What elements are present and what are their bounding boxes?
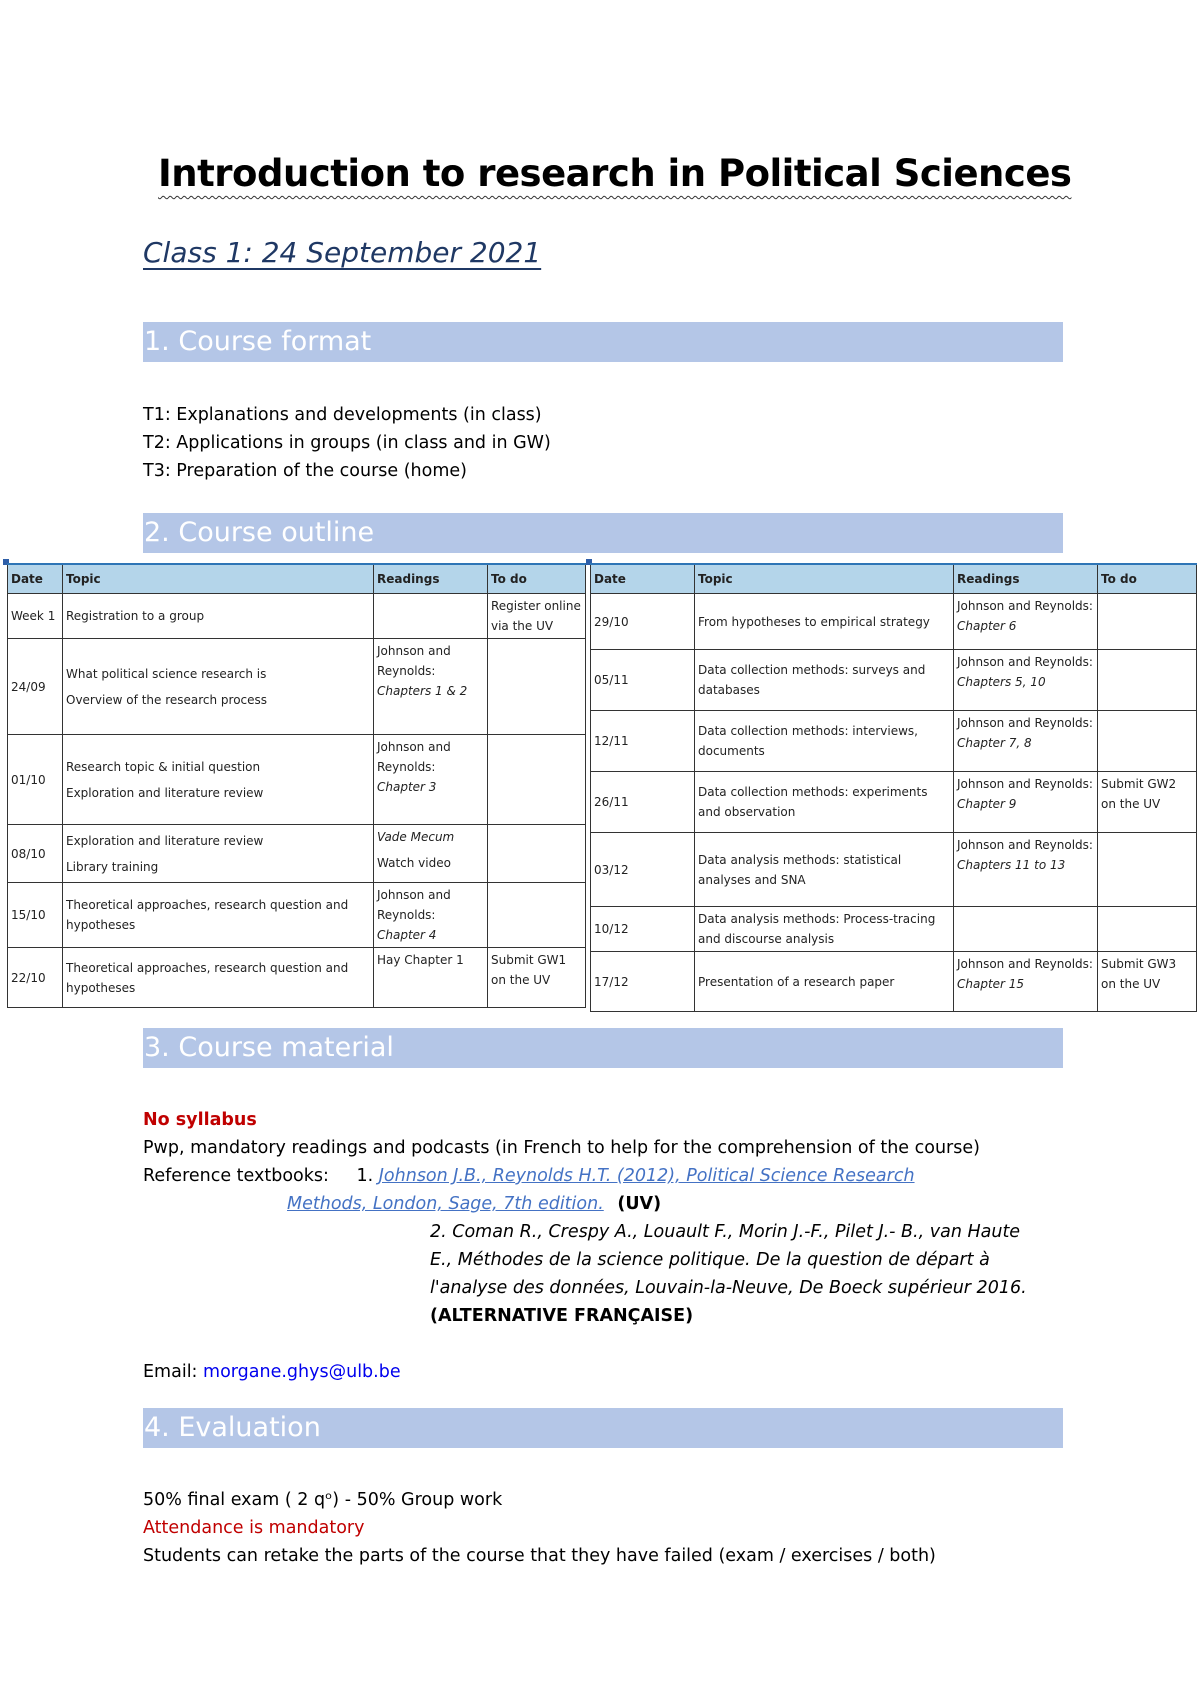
table-row — [591, 711, 1197, 772]
cell-readings — [374, 639, 488, 735]
cell-topic — [63, 825, 374, 883]
table-row — [8, 594, 586, 639]
section-heading-outline: 2. Course outline — [143, 513, 1063, 553]
cell-readings — [374, 883, 488, 948]
date-text: 24/09 — [11, 679, 46, 694]
table-row — [8, 883, 586, 948]
readings-text: Johnson and Reynolds: — [957, 777, 1093, 791]
cell-todo — [1098, 907, 1197, 952]
cell-todo — [1098, 650, 1197, 711]
email-link[interactable]: morgane.ghys@ulb.be — [203, 1362, 401, 1382]
readings-text: Johnson and Reynolds: — [377, 740, 451, 774]
cell-topic — [63, 735, 374, 825]
topic-text: Research topic & initial question — [66, 759, 261, 774]
cell-date — [591, 650, 695, 711]
cell-date — [8, 594, 63, 639]
cell-todo — [1098, 772, 1197, 833]
cell-readings — [954, 833, 1098, 907]
table-row — [591, 772, 1197, 833]
todo-text: Submit GW2 on the UV — [1101, 777, 1177, 811]
email-line — [143, 1358, 1027, 1386]
topic-text: Theoretical approaches, research question and hypotheses — [66, 960, 349, 995]
date-text: 15/10 — [11, 908, 46, 922]
section-heading-material: 3. Course material — [143, 1028, 1063, 1068]
date-text: 12/11 — [594, 734, 629, 748]
date-text: 01/10 — [11, 772, 46, 787]
readings-chapter: Chapters 5, 10 — [957, 675, 1046, 689]
format-line: T1: Explanations and developments (in class) — [143, 405, 542, 425]
reference-2-note: (ALTERNATIVE FRANÇAISE) — [430, 1306, 694, 1326]
table-row — [591, 952, 1197, 1012]
table-header-row — [8, 564, 586, 594]
reference-link[interactable]: Methods, London, Sage, 7th edition. — [287, 1194, 604, 1214]
readings-text: Hay Chapter 1 — [377, 953, 464, 967]
format-line: T2: Applications in groups (in class and in GW) — [143, 433, 551, 453]
cell-topic — [695, 907, 954, 952]
date-text: 10/12 — [594, 922, 629, 936]
class-date-subtitle: Class 1: 24 September 2021 — [143, 236, 542, 269]
reference-2-line: E., Méthodes de la science politique. De la question de départ à — [430, 1250, 990, 1270]
topic-text: Registration to a group — [66, 609, 205, 623]
reference-line-1 — [143, 1162, 1027, 1190]
cell-date — [591, 711, 695, 772]
topic-text: Data collection methods: surveys and databases — [698, 663, 926, 697]
readings-text: Johnson and Reynolds: — [957, 716, 1093, 730]
topic-text: Data collection methods: experiments and observation — [698, 785, 928, 819]
cell-todo — [488, 594, 586, 639]
topic-text: Data analysis methods: Process-tracing and discourse analysis — [698, 912, 936, 946]
topic-text: Theoretical approaches, research question and hypotheses — [66, 898, 349, 932]
format-list — [143, 401, 551, 485]
header-todo: To do — [1098, 564, 1197, 594]
cell-todo — [488, 639, 586, 735]
readings-chapter: Vade Mecum — [377, 830, 455, 844]
cell-date — [591, 772, 695, 833]
header-date: Date — [591, 564, 695, 594]
table-row — [591, 907, 1197, 952]
cell-readings — [954, 772, 1098, 833]
topic-text: Data analysis methods: statistical analyses and SNA — [698, 852, 902, 887]
readings-chapter: Chapter 3 — [377, 780, 437, 794]
table-row — [591, 833, 1197, 907]
cell-topic — [63, 594, 374, 639]
reference-2-line: l'analyse des données, Louvain-la-Neuve, De Boeck supérieur 2016. — [430, 1278, 1027, 1298]
table-header-row — [591, 564, 1197, 594]
header-todo: To do — [488, 564, 586, 594]
cell-topic — [695, 772, 954, 833]
date-text: 29/10 — [594, 614, 629, 629]
topic-text: What political science research is — [66, 666, 267, 681]
readings-text: Johnson and Reynolds: — [957, 599, 1093, 613]
evaluation-line: 50% final exam ( 2 qᵒ) - 50% Group work — [143, 1490, 503, 1510]
header-topic: Topic — [63, 564, 374, 594]
date-text: 08/10 — [11, 846, 46, 861]
cell-date — [591, 952, 695, 1012]
cell-readings — [374, 825, 488, 883]
outline-table-left — [7, 563, 586, 1008]
cell-readings — [374, 594, 488, 639]
cell-todo — [488, 825, 586, 883]
readings-chapter: Chapters 1 & 2 — [377, 684, 468, 698]
readings-text: Johnson and Reynolds: — [377, 644, 451, 678]
no-syllabus-note: No syllabus — [143, 1110, 257, 1130]
table-row — [8, 825, 586, 883]
reference-line-1b — [143, 1190, 1027, 1218]
section-heading-evaluation: 4. Evaluation — [143, 1408, 1063, 1448]
cell-date — [591, 594, 695, 650]
readings-chapter: Chapter 7, 8 — [957, 736, 1032, 750]
cell-topic — [63, 639, 374, 735]
cell-date — [8, 825, 63, 883]
todo-text: Register online via the UV — [491, 599, 581, 633]
cell-readings — [954, 952, 1098, 1012]
readings-chapter: Chapters 11 to 13 — [957, 858, 1066, 872]
topic-text: Presentation of a research paper — [698, 974, 895, 989]
cell-todo — [488, 948, 586, 1008]
header-readings: Readings — [374, 564, 488, 594]
readings-chapter: Chapter 6 — [957, 619, 1017, 633]
cell-readings — [374, 735, 488, 825]
reference-2-line: 2. Coman R., Crespy A., Louault F., Morin J.-F., Pilet J.- B., van Haute — [430, 1222, 1021, 1242]
topic-text: Overview of the research process — [66, 692, 268, 707]
cell-readings — [954, 711, 1098, 772]
material-block — [143, 1106, 1027, 1386]
cell-topic — [695, 650, 954, 711]
cell-readings — [374, 948, 488, 1008]
date-text: 17/12 — [594, 974, 629, 989]
material-line: Pwp, mandatory readings and podcasts (in French to help for the comprehension of the course) — [143, 1138, 980, 1158]
cell-topic — [695, 594, 954, 650]
readings-chapter: Chapter 4 — [377, 928, 437, 942]
readings-text: Johnson and Reynolds: — [957, 957, 1093, 971]
cell-todo — [1098, 833, 1197, 907]
date-text: 03/12 — [594, 862, 629, 877]
reference-number: 1. — [356, 1166, 374, 1186]
format-line: T3: Preparation of the course (home) — [143, 461, 467, 481]
attendance-note: Attendance is mandatory — [143, 1518, 365, 1538]
todo-text: Submit GW3 on the UV — [1101, 957, 1177, 991]
cell-readings — [954, 650, 1098, 711]
cell-todo — [488, 883, 586, 948]
reference-note: (UV) — [617, 1194, 662, 1214]
readings-text: Johnson and Reynolds: — [957, 838, 1093, 852]
cell-date — [591, 833, 695, 907]
reference-label: Reference textbooks: — [143, 1166, 329, 1186]
outline-table-right — [590, 563, 1197, 1012]
cell-todo — [488, 735, 586, 825]
header-topic: Topic — [695, 564, 954, 594]
cell-topic — [695, 711, 954, 772]
email-label: Email: — [143, 1362, 198, 1382]
evaluation-line: Students can retake the parts of the course that they have failed (exam / exercises / both) — [143, 1546, 936, 1566]
date-text: 22/10 — [11, 970, 46, 985]
todo-text: Submit GW1 on the UV — [491, 953, 567, 987]
topic-text: Exploration and literature review — [66, 833, 264, 848]
readings-text: Johnson and Reynolds: — [957, 655, 1093, 669]
cell-date — [591, 907, 695, 952]
date-text: Week 1 — [11, 609, 56, 623]
table-row — [8, 948, 586, 1008]
page-title: Introduction to research in Political Sciences — [158, 152, 1072, 195]
table-row — [591, 594, 1197, 650]
cell-topic — [695, 952, 954, 1012]
table-row — [8, 639, 586, 735]
cell-readings — [954, 594, 1098, 650]
header-readings: Readings — [954, 564, 1098, 594]
readings-text: Johnson and Reynolds: — [377, 888, 451, 922]
cell-date — [8, 948, 63, 1008]
cell-readings — [954, 907, 1098, 952]
cell-todo — [1098, 952, 1197, 1012]
table-row — [8, 735, 586, 825]
cell-topic — [63, 883, 374, 948]
date-text: 26/11 — [594, 795, 629, 809]
date-text: 05/11 — [594, 673, 629, 687]
cell-topic — [695, 833, 954, 907]
topic-text: Data collection methods: interviews, documents — [698, 724, 918, 758]
topic-text: From hypotheses to empirical strategy — [698, 614, 930, 629]
section-heading-format: 1. Course format — [143, 322, 1063, 362]
readings-chapter: Chapter 15 — [957, 977, 1025, 991]
cell-date — [8, 735, 63, 825]
header-date: Date — [8, 564, 63, 594]
cell-date — [8, 883, 63, 948]
cell-date — [8, 639, 63, 735]
readings-chapter: Chapter 9 — [957, 797, 1017, 811]
reference-link[interactable]: Johnson J.B., Reynolds H.T. (2012), Political Science Research — [378, 1166, 915, 1186]
evaluation-block — [143, 1486, 936, 1570]
cell-todo — [1098, 711, 1197, 772]
table-row — [591, 650, 1197, 711]
cell-topic — [63, 948, 374, 1008]
cell-todo — [1098, 594, 1197, 650]
topic-text: Exploration and literature review — [66, 785, 264, 800]
topic-text: Library training — [66, 859, 159, 874]
readings-extra: Watch video — [377, 856, 451, 870]
